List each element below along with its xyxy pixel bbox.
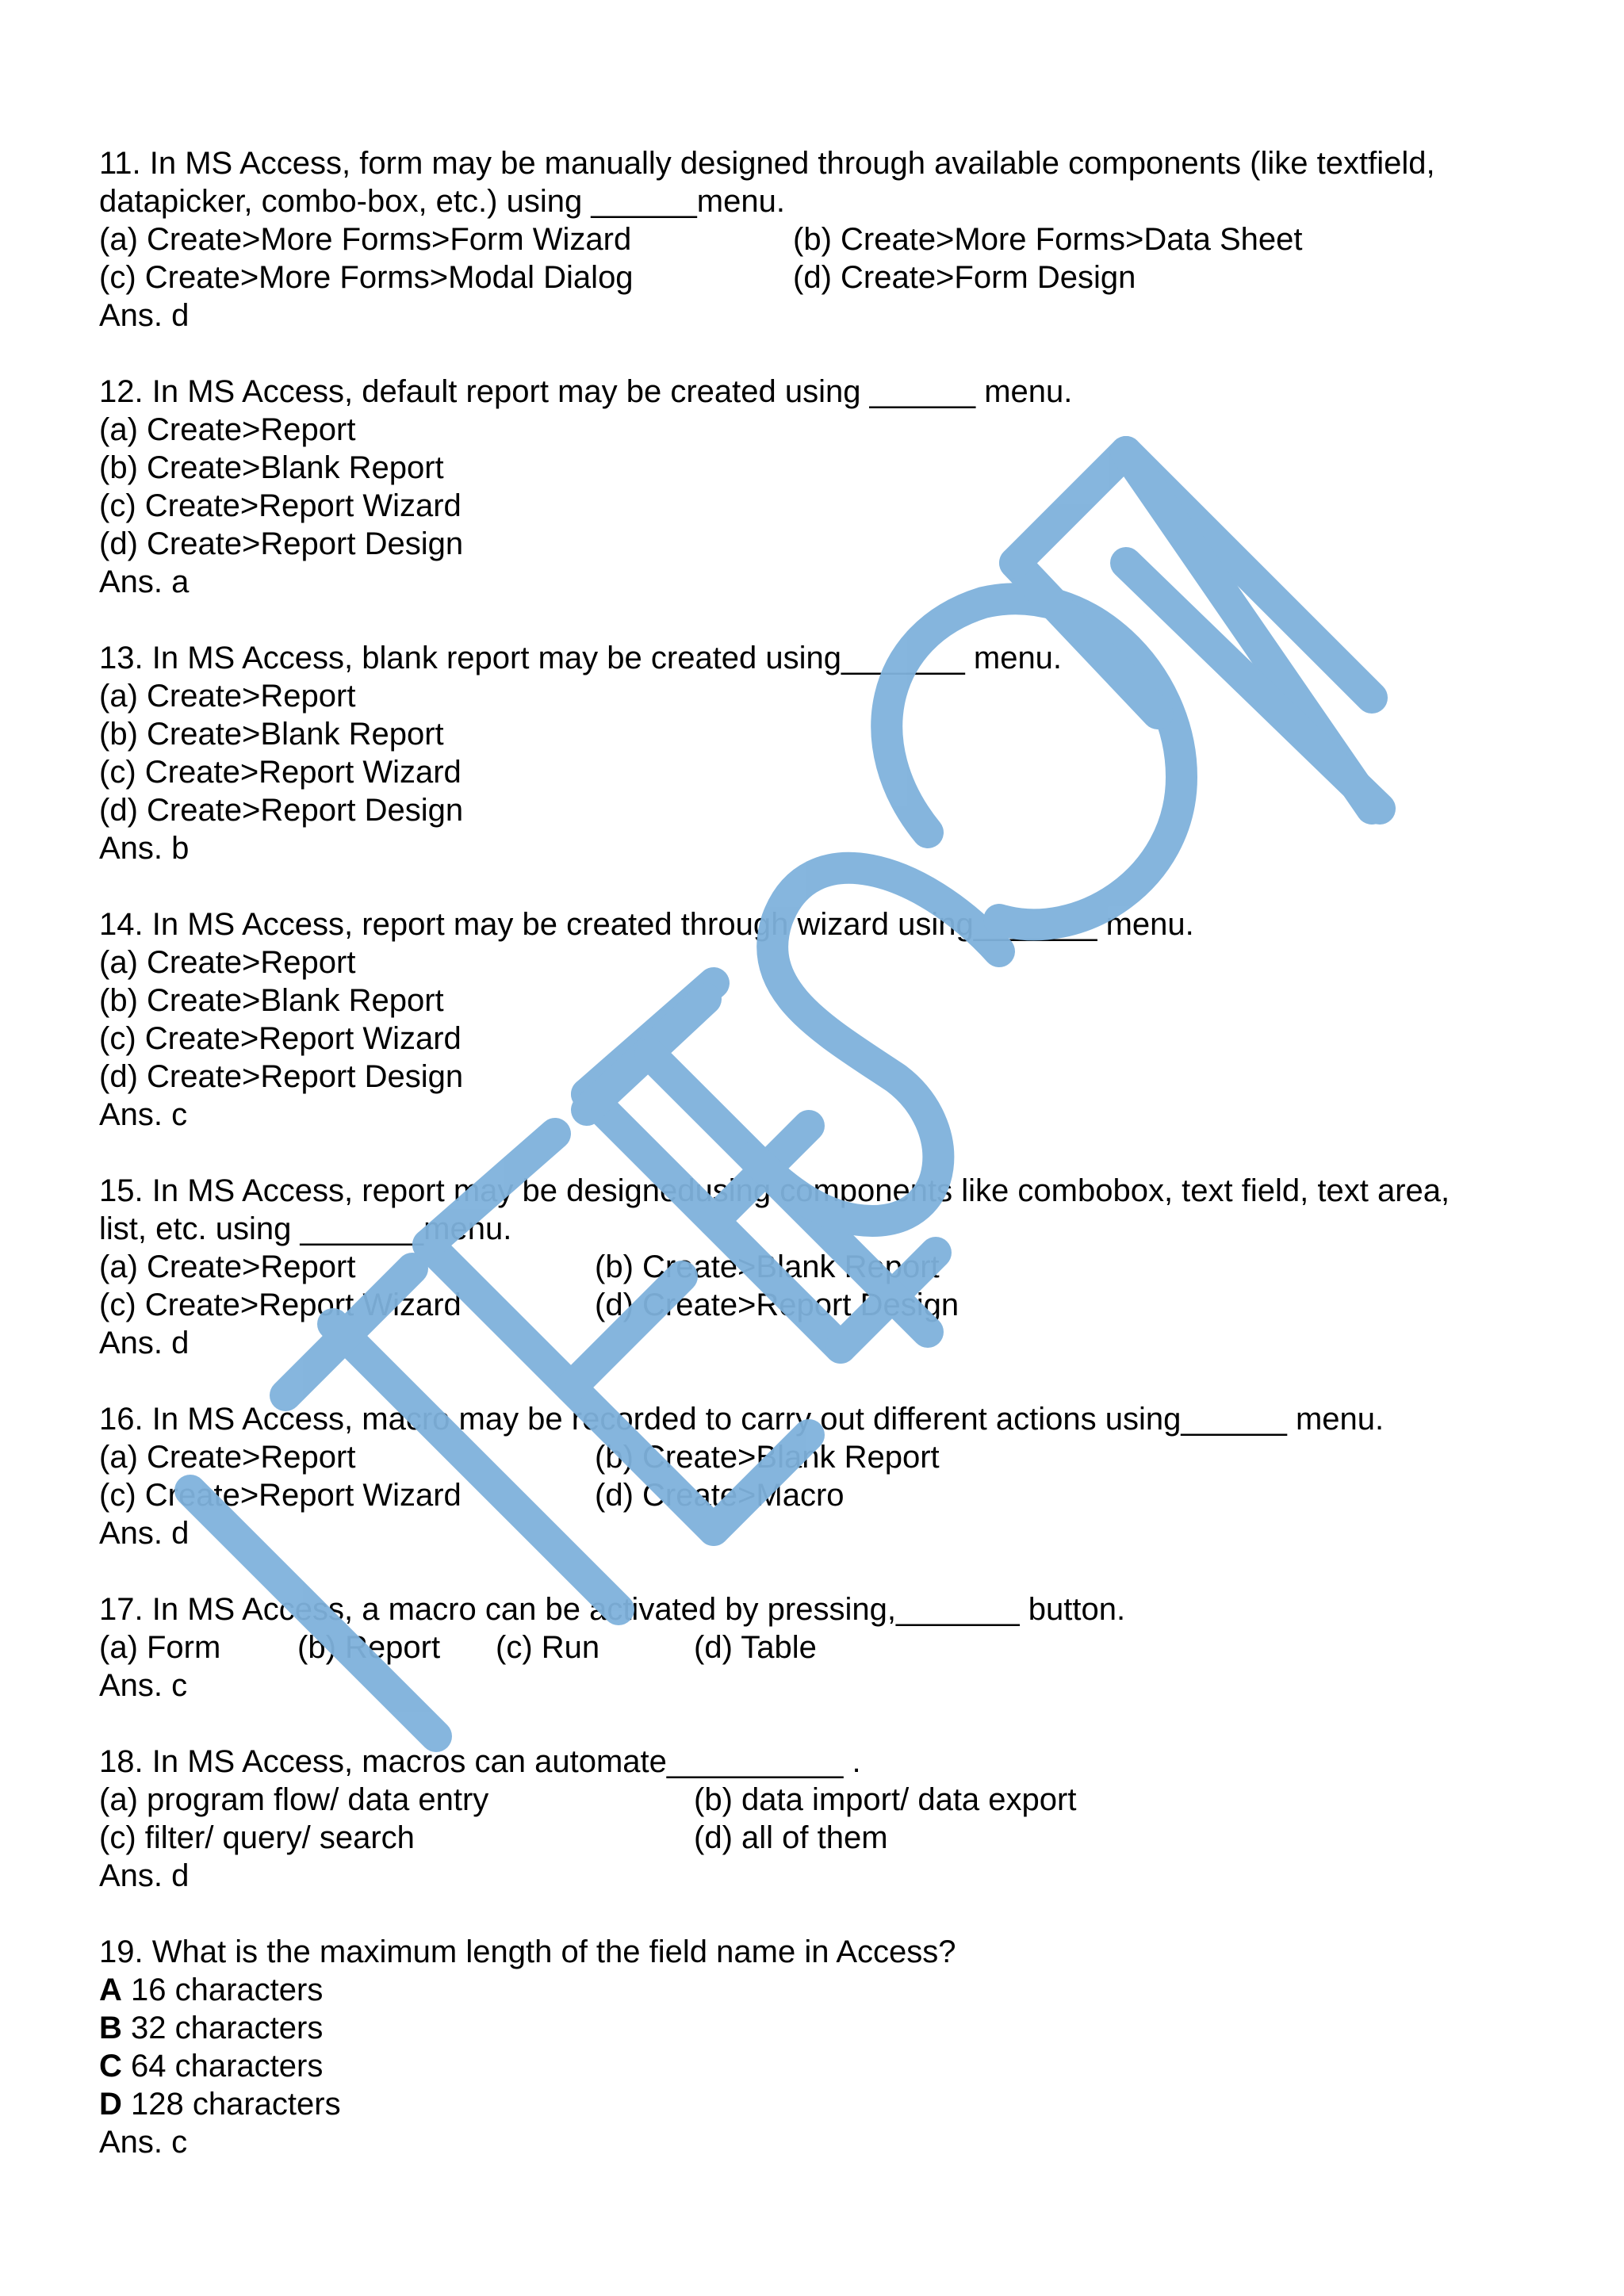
option-d: (d) Create>Report Design [99, 526, 464, 561]
option-b: (b) Create>Blank Report [595, 1249, 940, 1284]
option-text: 64 characters [121, 2049, 324, 2084]
option-d: (d) Create>Macro [595, 1478, 845, 1513]
question-text: 15. In MS Access, report may be designedusing components like combobox, text field, text area, [99, 1173, 1450, 1208]
option-a: (a) program flow/ data entry [99, 1782, 489, 1817]
question-12 [99, 373, 1542, 601]
answer: Ans. d [99, 1516, 190, 1551]
answer: Ans. b [99, 831, 190, 866]
question-14 [99, 905, 1542, 1134]
option-c: (c) filter/ query/ search [99, 1820, 415, 1855]
options-grid [99, 1438, 1542, 1514]
answer: Ans. d [99, 1858, 190, 1893]
question-text: 18. In MS Access, macros can automate__________ . [99, 1744, 861, 1779]
option-a: (a) Create>Report [99, 679, 356, 714]
option-b: (b) Report [297, 1630, 441, 1665]
option-letter: A [99, 1973, 122, 2007]
option-b: (b) Create>Blank Report [99, 717, 444, 752]
option-c: (c) Create>Report Wizard [99, 1021, 462, 1056]
question-text: 19. What is the maximum length of the field name in Access? [99, 1934, 956, 1969]
answer: Ans. c [99, 2125, 188, 2160]
question-text: 16. In MS Access, macro may be recorded to carry out different actions using______ menu. [99, 1402, 1385, 1437]
option-d: (d) all of them [694, 1820, 888, 1855]
option-text: 16 characters [121, 1973, 324, 2007]
question-19 [99, 1933, 1542, 2161]
question-11 [99, 144, 1542, 335]
option-b: (b) data import/ data export [694, 1782, 1077, 1817]
answer: Ans. a [99, 564, 190, 599]
option-c: (c) Create>Report Wizard [99, 1288, 462, 1322]
answer: Ans. d [99, 1326, 190, 1360]
options-grid [99, 1248, 1542, 1324]
option-letter: B [99, 2011, 122, 2045]
option-b: (b) Create>Blank Report [595, 1440, 940, 1475]
answer: Ans. c [99, 1668, 188, 1703]
question-13 [99, 639, 1542, 867]
option-c: (c) Create>Report Wizard [99, 1478, 462, 1513]
option-a: (a) Create>Report [99, 412, 356, 447]
question-text: 13. In MS Access, blank report may be created using_______ menu. [99, 641, 1063, 675]
options-row [99, 1628, 1542, 1667]
option-a [99, 1971, 1542, 2009]
question-17 [99, 1590, 1542, 1705]
option-c: (c) Create>Report Wizard [99, 488, 462, 523]
question-18 [99, 1743, 1542, 1895]
option-b [99, 2009, 1542, 2047]
question-15 [99, 1172, 1542, 1362]
option-d: (d) Create>Report Design [99, 793, 464, 828]
question-text: 11. In MS Access, form may be manually designed through available components (like textfield, [99, 146, 1435, 181]
options-grid [99, 220, 1542, 297]
option-letter: D [99, 2087, 122, 2122]
option-text: 32 characters [121, 2011, 324, 2045]
option-a: (a) Create>Report [99, 945, 356, 980]
option-a: (a) Create>More Forms>Form Wizard [99, 222, 632, 257]
option-c: (c) Run [496, 1630, 600, 1665]
question-text: 17. In MS Access, a macro can be activated by pressing,_______ button. [99, 1592, 1126, 1627]
option-c: (c) Create>More Forms>Modal Dialog [99, 260, 634, 295]
option-b: (b) Create>Blank Report [99, 450, 444, 485]
option-c: (c) Create>Report Wizard [99, 755, 462, 790]
answer: Ans. c [99, 1097, 188, 1132]
option-c [99, 2047, 1542, 2085]
option-d: (d) Create>Report Design [99, 1059, 464, 1094]
option-a: (a) Form [99, 1630, 221, 1665]
question-text: 14. In MS Access, report may be created through wizard using_______ menu. [99, 907, 1194, 942]
option-b: (b) Create>Blank Report [99, 983, 444, 1018]
question-text: 12. In MS Access, default report may be created using ______ menu. [99, 374, 1073, 409]
question-text: list, etc. using _______menu. [99, 1211, 512, 1246]
question-text: datapicker, combo-box, etc.) using ______menu. [99, 184, 785, 219]
option-text: 128 characters [121, 2087, 341, 2122]
option-letter: C [99, 2049, 122, 2084]
answer: Ans. d [99, 298, 190, 333]
option-d: (d) Create>Form Design [793, 260, 1136, 295]
question-16 [99, 1400, 1542, 1552]
option-b: (b) Create>More Forms>Data Sheet [793, 222, 1303, 257]
option-d: (d) Create>Report Design [595, 1288, 959, 1322]
options-grid [99, 1781, 1542, 1857]
option-a: (a) Create>Report [99, 1440, 356, 1475]
option-d: (d) Table [694, 1630, 817, 1665]
option-d [99, 2085, 1542, 2123]
option-a: (a) Create>Report [99, 1249, 356, 1284]
